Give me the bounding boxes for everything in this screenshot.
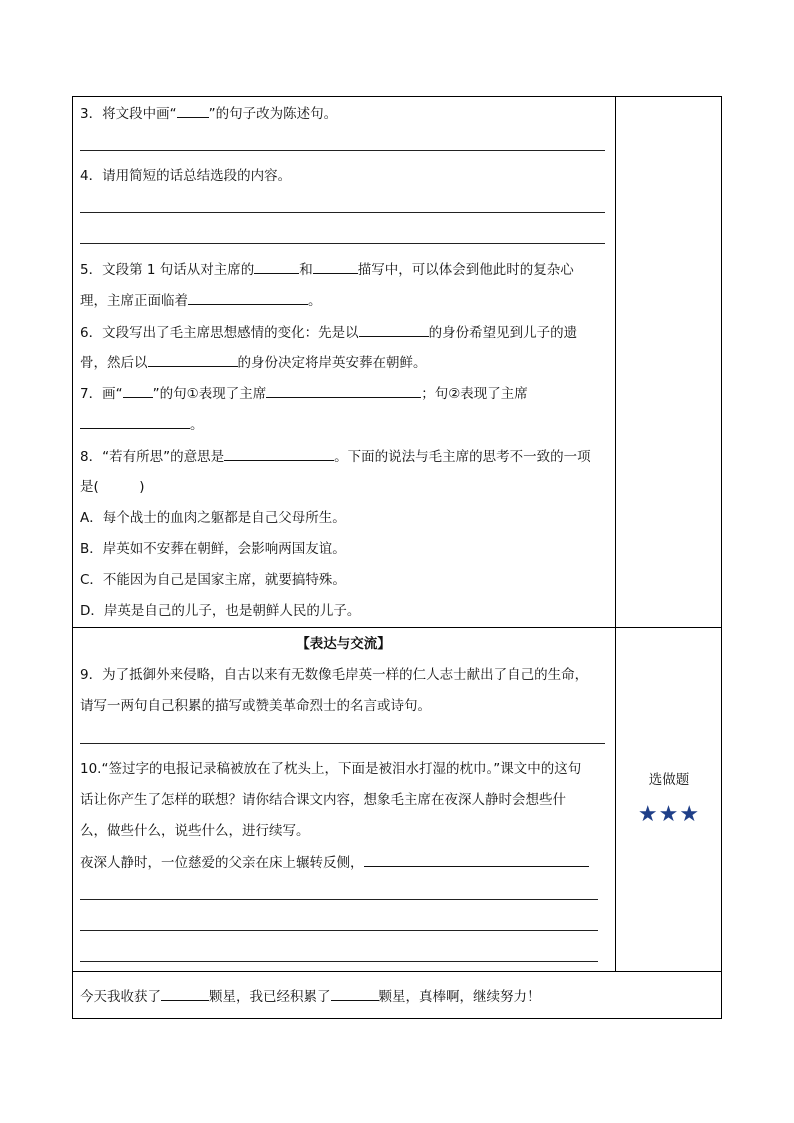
blank-q8[interactable] [224, 446, 334, 461]
star-rating: ★★★ [637, 802, 701, 827]
answer-line-q10-4[interactable] [80, 961, 598, 962]
question-8-line-2: 是( ) [80, 479, 145, 495]
answer-line-q10-2[interactable] [80, 899, 598, 900]
optional-label: 选做题 [648, 772, 690, 788]
question-4: 4．请用简短的话总结选段的内容。 [80, 168, 292, 184]
blank-q5-2[interactable] [313, 259, 358, 274]
answer-line-q9[interactable] [80, 743, 605, 744]
blank-q6-1[interactable] [359, 322, 429, 337]
question-10-line-4: 夜深人静时，一位慈爱的父亲在床上辗转反侧， [80, 852, 589, 873]
question-8-line-1: 8．“若有所思”的意思是 。下面的说法与毛主席的思考不一致的一项 [80, 446, 591, 467]
question-6-line-1: 6．文段写出了毛主席思想感情的变化：先是以 的身份希望见到儿子的遗 [80, 322, 577, 343]
option-c[interactable]: C．不能因为自己是国家主席，就要搞特殊。 [80, 572, 346, 588]
option-a[interactable]: A．每个战士的血肉之躯都是自己父母所生。 [80, 510, 346, 526]
column-divider-top [615, 96, 616, 627]
column-divider-bottom [615, 627, 616, 971]
question-9-line-2: 请写一两句自己积累的描写或赞美革命烈士的名言或诗句。 [80, 698, 431, 714]
blank-q6-2[interactable] [148, 352, 238, 367]
option-d[interactable]: D．岸英是自己的儿子，也是朝鲜人民的儿子。 [80, 603, 361, 619]
answer-line-q10-3[interactable] [80, 930, 598, 931]
answer-line-q3[interactable] [80, 150, 605, 151]
question-5-line-2: 理，主席正面临着 。 [80, 290, 322, 311]
section-title: 【表达与交流】 [296, 636, 391, 652]
question-6-line-2: 骨，然后以 的身份决定将岸英安葬在朝鲜。 [80, 352, 427, 373]
question-3: 3．将文段中画“ ”的句子改为陈述句。 [80, 103, 337, 124]
answer-line-q4-2[interactable] [80, 243, 605, 244]
question-10-line-2: 话让你产生了怎样的联想？请你结合课文内容，想象毛主席在夜深人静时会想些什 [80, 792, 566, 808]
question-7-line-2: 。 [80, 414, 204, 435]
question-10-line-3: 么，做些什么，说些什么，进行续写。 [80, 823, 310, 839]
underline-marker [123, 383, 153, 398]
blank-q7-1[interactable] [266, 383, 421, 398]
row-divider-2 [72, 971, 722, 972]
answer-line-q4-1[interactable] [80, 212, 605, 213]
question-5-line-1: 5．文段第 1 句话从对主席的 和 描写中，可以体会到他此时的复杂心 [80, 259, 574, 280]
question-10-line-1: 10.“签过字的电报记录稿被放在了枕头上，下面是被泪水打湿的枕巾。”课文中的这句 [80, 761, 582, 777]
underline-marker [177, 103, 209, 118]
answer-line-q10-1[interactable] [364, 852, 589, 867]
question-9-line-1: 9．为了抵御外来侵略，自古以来有无数像毛岸英一样的仁人志士献出了自己的生命， [80, 667, 589, 683]
option-b[interactable]: B．岸英如不安葬在朝鲜，会影响两国友谊。 [80, 541, 346, 557]
question-7-line-1: 7．画“ ”的句①表现了主席 ；句②表现了主席 [80, 383, 528, 404]
row-divider-1 [72, 627, 722, 628]
blank-q7-2[interactable] [80, 414, 190, 429]
blank-q5-1[interactable] [254, 259, 299, 274]
blank-stars-total[interactable] [331, 986, 379, 1001]
blank-stars-today[interactable] [161, 986, 209, 1001]
blank-q5-3[interactable] [188, 290, 308, 305]
footer-summary: 今天我收获了 颗星，我已经积累了 颗星，真棒啊，继续努力！ [80, 986, 541, 1007]
